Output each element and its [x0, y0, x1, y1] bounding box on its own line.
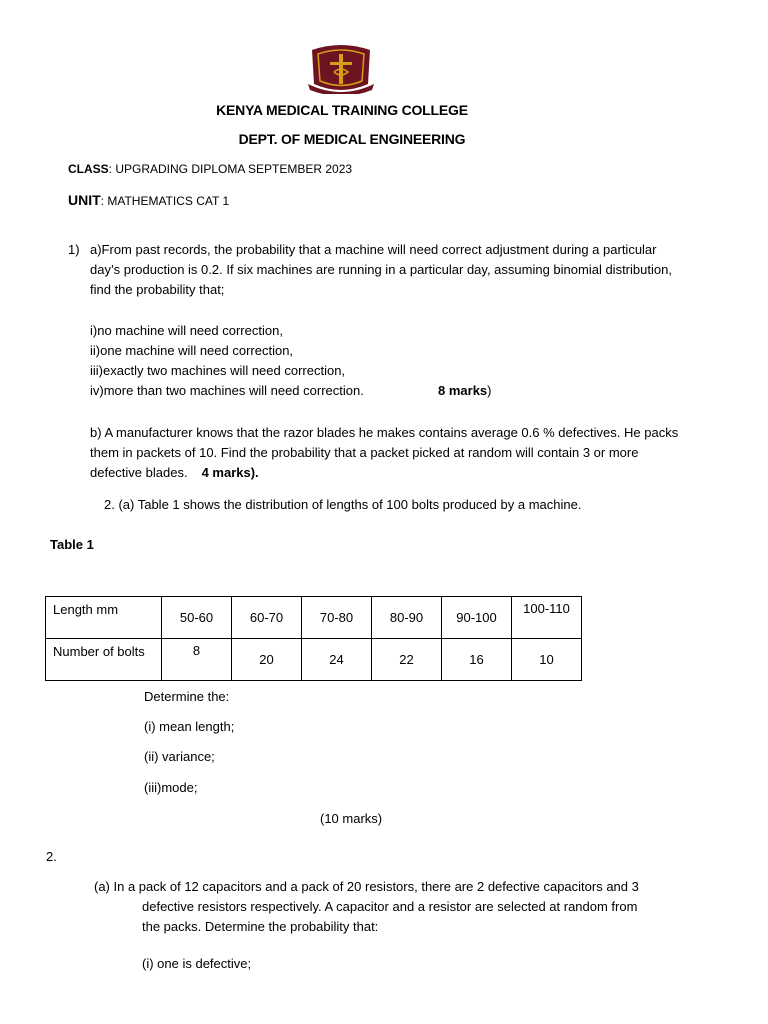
question-1b-line: b) A manufacturer knows that the razor blades he makes contains average 0.6 % defectives. He packs	[90, 425, 679, 440]
table-cell: 10	[512, 639, 582, 681]
question-2-marks: (10 marks)	[320, 811, 383, 826]
table-cell: 70-80	[302, 597, 372, 639]
determine-label: Determine the:	[144, 689, 230, 704]
college-crest-logo	[306, 44, 376, 94]
table-cell: 20	[232, 639, 302, 681]
item-mode: (iii)mode;	[144, 780, 198, 795]
table-cell: 50-60	[162, 597, 232, 639]
row-header: Number of bolts	[46, 639, 162, 681]
part-item: ii)one machine will need correction,	[90, 343, 294, 358]
unit-line	[68, 192, 229, 208]
marks-paren: )	[487, 383, 492, 398]
institution-title: KENYA MEDICAL TRAINING COLLEGE	[216, 102, 468, 118]
table-cell: 22	[372, 639, 442, 681]
question-1b-line-last	[90, 463, 730, 483]
item-mean: (i) mean length;	[144, 719, 235, 734]
question-1b-line: defective blades.	[90, 465, 188, 480]
question-2-intro: 2. (a) Table 1 shows the distribution of lengths of 100 bolts produced by a machine.	[104, 497, 582, 512]
question-1a-line: a)From past records, the probability that a machine will need correct adjustment during a particular	[90, 242, 657, 257]
question-1b-marks: 4 marks).	[201, 465, 259, 480]
part-item: iii)exactly two machines will need correction,	[90, 363, 346, 378]
marks-value: 8 marks	[438, 383, 488, 398]
question-1b-line: them in packets of 10. Find the probability that a packet picked at random will contain 3 or more	[90, 445, 639, 460]
table-row	[46, 597, 582, 639]
part-item: iv)more than two machines will need correction.	[90, 383, 364, 398]
question-1a-marks	[438, 381, 492, 401]
part-item: i)no machine will need correction,	[90, 323, 283, 338]
item-variance: (ii) variance;	[144, 749, 215, 764]
table-cell: 80-90	[372, 597, 442, 639]
bolt-length-table	[45, 596, 582, 681]
question-1a-line: find the probability that;	[90, 282, 225, 297]
class-label: CLASS	[68, 162, 109, 176]
question-3a-part-i: (i) one is defective;	[142, 956, 252, 971]
table-title: Table 1	[50, 537, 94, 552]
table-cell: 100-110	[512, 597, 582, 639]
table-cell: 16	[442, 639, 512, 681]
table-row	[46, 639, 582, 681]
table-cell: 90-100	[442, 597, 512, 639]
question-3a-text	[94, 877, 698, 937]
class-value: : UPGRADING DIPLOMA SEPTEMBER 2023	[108, 162, 353, 176]
class-line	[68, 162, 352, 176]
question-3-number: 2.	[46, 849, 57, 864]
unit-value: : MATHEMATICS CAT 1	[100, 194, 230, 208]
question-3a-line: the packs. Determine the probability that:	[142, 919, 379, 934]
question-3a-line: defective resistors respectively. A capacitor and a resistor are selected at random from	[142, 899, 638, 914]
question-1a-text	[90, 240, 730, 300]
unit-label: UNIT	[68, 192, 101, 208]
question-1b-text	[90, 423, 730, 483]
department-title: DEPT. OF MEDICAL ENGINEERING	[238, 131, 466, 147]
table-cell: 8	[162, 639, 232, 681]
row-header: Length mm	[46, 597, 162, 639]
question-1a-parts	[90, 321, 364, 401]
question-1a-line: day’s production is 0.2. If six machines are running in a particular day, assuming binomial distribution,	[90, 262, 672, 277]
question-1-number: 1)	[68, 242, 80, 257]
question-3a-line: (a) In a pack of 12 capacitors and a pack of 20 resistors, there are 2 defective capacitors and 3	[94, 879, 639, 894]
table-cell: 60-70	[232, 597, 302, 639]
table-cell: 24	[302, 639, 372, 681]
